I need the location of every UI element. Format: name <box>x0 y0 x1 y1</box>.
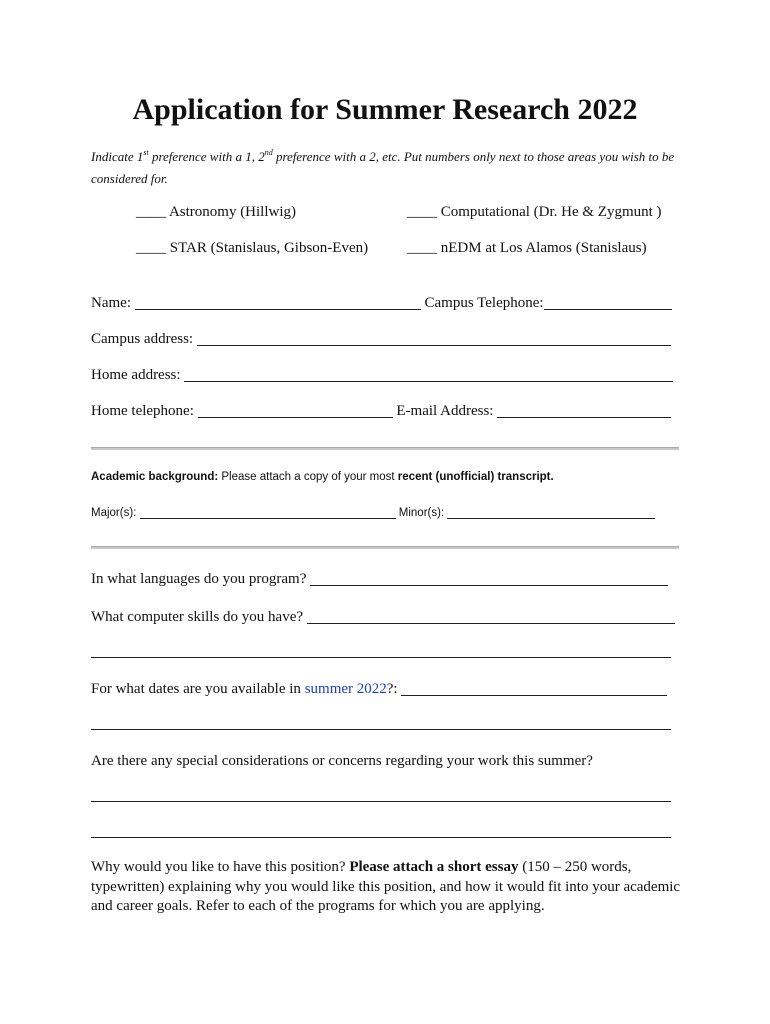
name-label: Name: <box>91 295 131 311</box>
option-nedm[interactable] <box>407 240 647 257</box>
campus-telephone-label: Campus Telephone: <box>424 295 544 311</box>
essay-rest: (150 – 250 words, typewritten) explaining why you would like this position, and how it would fit into your academic and career goals. Refer to each of the programs for which you are applying. <box>91 859 681 914</box>
option-computational[interactable] <box>407 204 662 221</box>
considerations-question: Are there any special considerations or concerns regarding your work this summer? <box>91 753 593 769</box>
option-blank[interactable]: ____ <box>407 240 437 256</box>
page-title: Application for Summer Research 2022 <box>132 93 638 126</box>
option-label: STAR (Stanislaus, Gibson-Even) <box>169 240 369 256</box>
instructions-text-2: preference with a 1, 2 <box>148 149 265 164</box>
option-blank[interactable]: ____ <box>407 204 437 220</box>
campus-telephone-field[interactable] <box>544 294 672 310</box>
home-address-label: Home address: <box>91 367 181 383</box>
section-divider <box>91 447 679 450</box>
majors-minors-row <box>91 505 655 519</box>
essay-lead: Why would you like to have this position? <box>91 859 350 875</box>
languages-row <box>91 570 668 588</box>
majors-field[interactable] <box>140 505 396 519</box>
home-telephone-label: Home telephone: <box>91 403 194 419</box>
option-astronomy[interactable] <box>136 204 296 221</box>
dates-field[interactable] <box>401 680 667 696</box>
home-telephone-row <box>91 402 671 420</box>
name-field[interactable] <box>135 294 421 310</box>
academic-emphasis: recent (unofficial) transcript. <box>397 471 554 483</box>
instructions-sup-2: nd <box>264 148 273 157</box>
academic-label: Academic background: <box>91 471 219 483</box>
academic-text: Please attach a copy of your most <box>218 471 398 483</box>
considerations-line-1[interactable] <box>91 801 671 802</box>
skills-label: What computer skills do you have? <box>91 609 304 625</box>
option-blank[interactable]: ____ <box>136 204 166 220</box>
campus-address-field[interactable] <box>197 330 671 346</box>
dates-row <box>91 680 667 698</box>
home-telephone-field[interactable] <box>198 402 393 418</box>
campus-address-label: Campus address: <box>91 331 194 347</box>
skills-extra-line[interactable] <box>91 657 671 658</box>
home-address-row <box>91 366 673 384</box>
option-star[interactable] <box>136 240 368 257</box>
option-label: Computational (Dr. He & Zygmunt ) <box>440 204 662 220</box>
home-address-field[interactable] <box>184 366 673 382</box>
languages-label: In what languages do you program? <box>91 571 307 587</box>
skills-field[interactable] <box>307 608 675 624</box>
option-blank[interactable]: ____ <box>136 240 166 256</box>
essay-instructions <box>91 858 691 917</box>
essay-bold: Please attach a short essay <box>349 859 519 875</box>
summer-2022-link[interactable]: summer 2022 <box>304 681 387 697</box>
minors-field[interactable] <box>447 505 655 519</box>
instructions-text-3: preference with a 2, etc. Put numbers only next to those areas you wish to be considered for. <box>91 149 675 186</box>
languages-field[interactable] <box>310 570 668 586</box>
email-field[interactable] <box>497 402 671 418</box>
skills-row <box>91 608 675 626</box>
minors-label: Minor(s): <box>398 507 445 519</box>
dates-extra-line[interactable] <box>91 729 671 730</box>
option-label: nEDM at Los Alamos (Stanislaus) <box>440 240 647 256</box>
instructions <box>91 146 691 190</box>
section-divider <box>91 546 679 549</box>
email-label: E-mail Address: <box>396 403 494 419</box>
dates-suffix: ?: <box>386 681 398 697</box>
name-row <box>91 294 672 312</box>
majors-label: Major(s): <box>91 507 137 519</box>
academic-background <box>91 471 554 483</box>
campus-address-row <box>91 330 671 348</box>
option-label: Astronomy (Hillwig) <box>168 204 297 220</box>
instructions-text-1: Indicate 1 <box>91 149 144 164</box>
dates-label: For what dates are you available in <box>91 681 305 697</box>
instructions-sup-1: st <box>143 148 149 157</box>
considerations-line-2[interactable] <box>91 837 671 838</box>
